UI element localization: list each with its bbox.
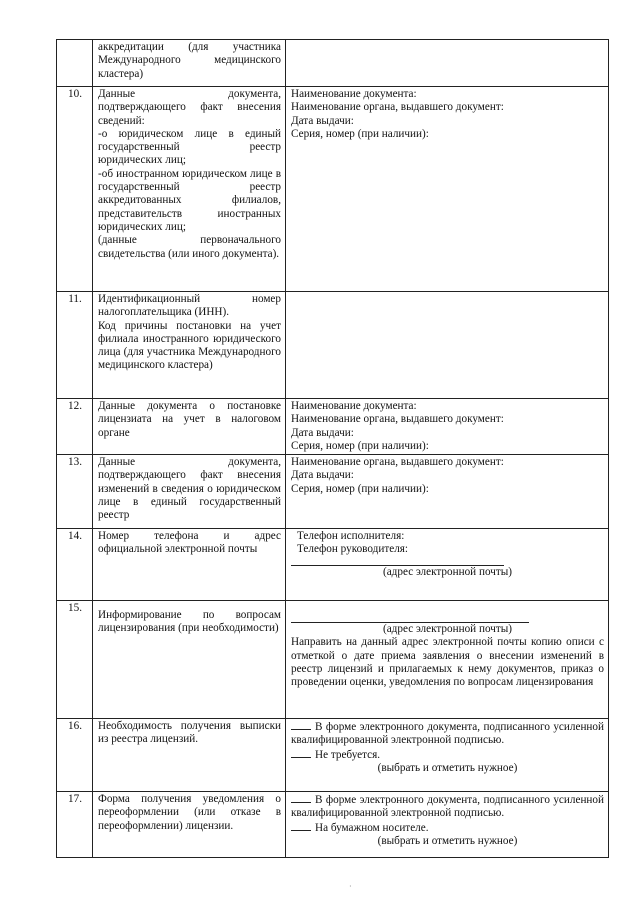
- row-number: 16.: [57, 719, 93, 792]
- table-row: [57, 399, 609, 455]
- value-label: Телефон руководителя:: [297, 543, 409, 556]
- value-label: Наименование органа, выдавшего документ:: [291, 101, 504, 114]
- application-form-table: [56, 39, 609, 858]
- option-label: В форме электронного документа, подписанного усиленной квалифицированной электронной подписью.: [291, 794, 604, 820]
- row-number: 13.: [57, 455, 93, 529]
- field-value[interactable]: [286, 40, 609, 87]
- table-row: [57, 529, 609, 601]
- table-row: [57, 792, 609, 858]
- value-label: Наименование документа:: [291, 400, 417, 412]
- option-label: В форме электронного документа, подписанного усиленной квалифицированной электронной подписью.: [291, 721, 604, 747]
- scan-speck: ·: [349, 882, 352, 891]
- row-number: 17.: [57, 792, 93, 858]
- field-value[interactable]: [286, 292, 609, 399]
- value-label: Наименование органа, выдавшего документ:: [291, 413, 504, 426]
- value-label: Телефон исполнителя:: [297, 530, 405, 543]
- field-value[interactable]: [286, 529, 609, 601]
- field-name: Данные документа о постановке лицензиата на учет в налоговом органе: [93, 399, 286, 455]
- table-row: [57, 292, 609, 399]
- row-number: 12.: [57, 399, 93, 455]
- row-number: 10.: [57, 87, 93, 292]
- table-row: [57, 719, 609, 792]
- field-name-line: -об иностранном юридическом лице в государственный реестр аккредитованных филиалов, представительств иностранных юридических лиц;: [98, 167, 281, 233]
- field-name-line: -о юридическом лице в единый государственный реестр юридических лиц;: [98, 127, 281, 167]
- field-name-line: Данные документа, подтверждающего факт внесения сведений:: [98, 88, 281, 127]
- row-number: 11.: [57, 292, 93, 399]
- table-row: [57, 87, 609, 292]
- field-name-line: (данные первоначального свидетельства (или иного документа).: [98, 234, 281, 260]
- field-name-line: Код причины постановки на учет филиала иностранного юридического лица (для участника Международного медицинского кластера): [98, 319, 281, 372]
- field-name: Необходимость получения выписки из реестра лицензий.: [93, 719, 286, 792]
- field-name: Данные документа, подтверждающего факт внесения изменений в сведения о юридическом лице в единый государственный реестр: [93, 455, 286, 529]
- table-row: [57, 601, 609, 719]
- checkbox-blank[interactable]: [291, 793, 311, 803]
- field-name: Информирование по вопросам лицензирования (при необходимости): [93, 601, 286, 719]
- checkbox-blank[interactable]: [291, 748, 311, 758]
- option-label: На бумажном носителе.: [315, 821, 429, 834]
- field-value[interactable]: [286, 601, 609, 719]
- field-name: [93, 292, 286, 399]
- value-label: Наименование органа, выдавшего документ:: [291, 456, 504, 469]
- checkbox-blank[interactable]: [291, 821, 311, 831]
- row-number: 14.: [57, 529, 93, 601]
- email-caption: (адрес электронной почты): [382, 565, 513, 578]
- field-name-line: Идентификационный номер налогоплательщика (ИНН).: [98, 293, 281, 319]
- table-row: [57, 455, 609, 529]
- option-paper[interactable]: [291, 821, 604, 835]
- value-label: Дата выдачи:: [291, 469, 354, 482]
- field-value: [286, 719, 609, 792]
- row-number: [57, 40, 93, 87]
- field-value[interactable]: [286, 399, 609, 455]
- value-label: Наименование документа:: [291, 88, 417, 100]
- field-value: [286, 792, 609, 858]
- email-caption: (адрес электронной почты): [382, 623, 513, 636]
- field-name: аккредитации (для участника Международного медицинского кластера): [93, 40, 286, 87]
- option-electronic[interactable]: [291, 793, 604, 821]
- row-number: 15.: [57, 601, 93, 719]
- value-label: Дата выдачи:: [291, 426, 354, 439]
- field-name: [93, 87, 286, 292]
- instruction-text: Направить на данный адрес электронной почты копию описи с отметкой о дате приема заявления о внесении изменений в реестр лицензий и прилагаемых к нему документов, приказ о проведении оценки, уведомления по вопросам лицензирования: [291, 636, 604, 689]
- select-note: (выбрать и отметить нужное): [377, 835, 518, 848]
- value-label: Дата выдачи:: [291, 114, 354, 127]
- value-label: Серия, номер (при наличии):: [291, 127, 429, 140]
- table-row: [57, 40, 609, 87]
- field-name: Форма получения уведомления о переоформлении (или отказе в переоформлении) лицензии.: [93, 792, 286, 858]
- value-label: Серия, номер (при наличии):: [291, 482, 429, 495]
- option-electronic[interactable]: [291, 720, 604, 748]
- field-name: Номер телефона и адрес официальной электронной почты: [93, 529, 286, 601]
- select-note: (выбрать и отметить нужное): [377, 762, 518, 775]
- checkbox-blank[interactable]: [291, 720, 311, 730]
- option-label: Не требуется.: [315, 748, 381, 761]
- field-value[interactable]: [286, 87, 609, 292]
- field-value[interactable]: [286, 455, 609, 529]
- option-not-required[interactable]: [291, 748, 604, 762]
- value-label: Серия, номер (при наличии):: [291, 439, 429, 452]
